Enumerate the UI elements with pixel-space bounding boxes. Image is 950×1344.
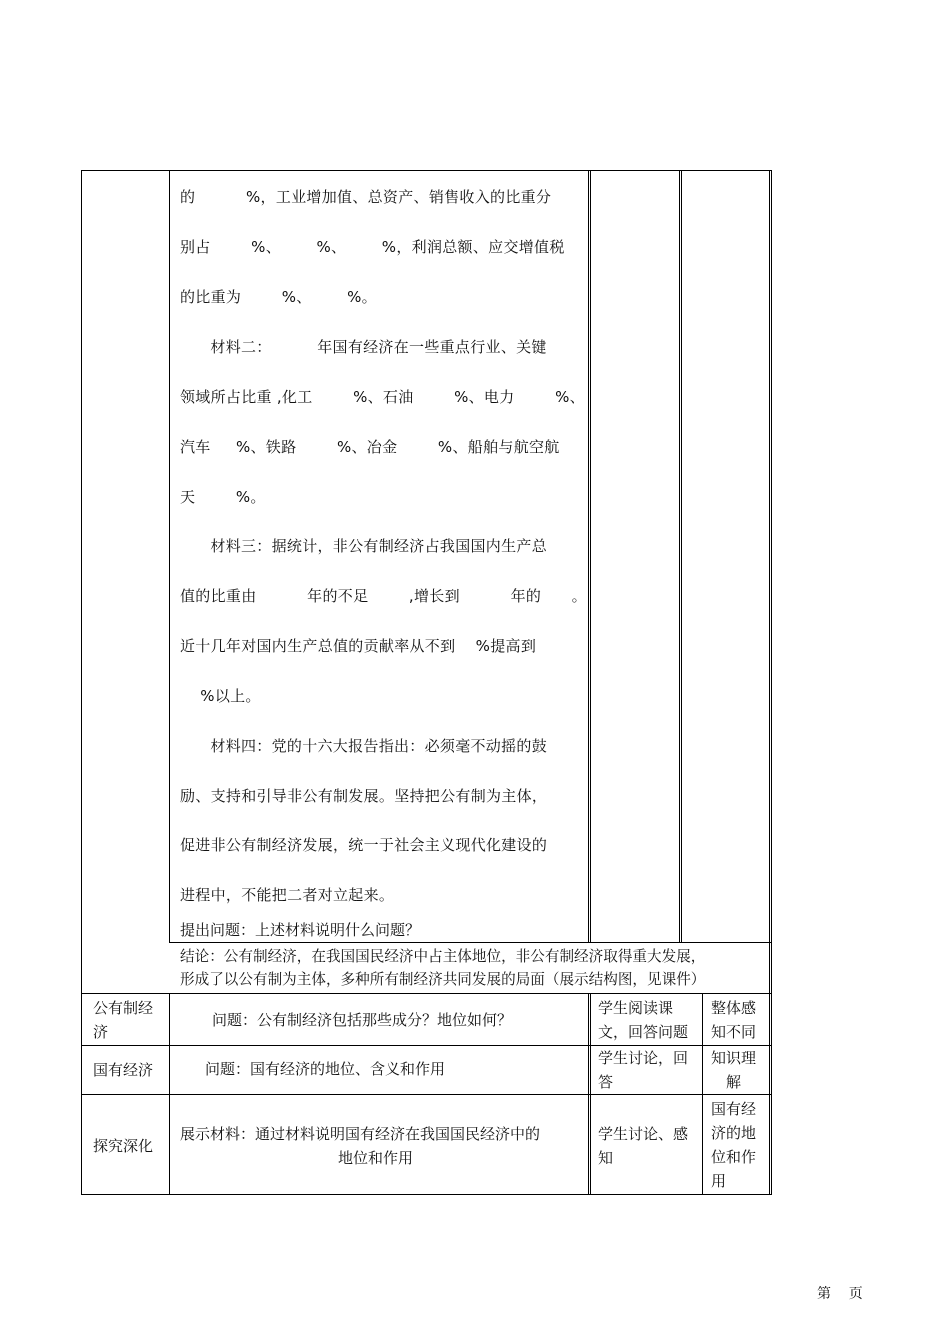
material-line: 领域所占比重 ,化工 %、石油 %、电力 %、 [180, 388, 585, 406]
material-line: 进程中，不能把二者对立起来。 [180, 886, 395, 904]
row3-goal-line-4: 用 [711, 1172, 727, 1190]
table-border-right-outer [771, 170, 772, 1195]
table-border-left [81, 170, 82, 1195]
material-line: 别占 %、 %、 %，利润总额、应交增值税 [180, 238, 565, 256]
conclusion-line-1: 结论：公有制经济，在我国国民经济中占主体地位，非公有制经济取得重大发展， [180, 948, 706, 965]
row1-content: 问题：公有制经济包括那些成分？地位如何？ [212, 1011, 513, 1029]
row2-activity-line-2: 答 [598, 1073, 614, 1091]
row3-goal-line-3: 位和作 [711, 1148, 757, 1166]
material-line: 近十几年对国内生产总值的贡献率从不到 %提高到 [180, 637, 537, 655]
material-question: 提出问题：上述材料说明什么问题？ [180, 921, 421, 939]
col-sep-activity-upper-b [681, 170, 682, 943]
table-border-bottom [81, 1194, 772, 1195]
conclusion-line-2: 形成了以公有制为主体，多种所有制经济共同发展的局面（展示结构图，见课件） [180, 971, 706, 988]
row3-activity-line-2: 知 [598, 1149, 614, 1167]
row2-topic: 国有经济 [93, 1061, 154, 1079]
row2-content: 问题：国有经济的地位、含义和作用 [205, 1060, 446, 1078]
row2-goal-line-2: 解 [726, 1073, 742, 1091]
row3-topic: 探究深化 [93, 1137, 154, 1155]
table-border-top [81, 170, 772, 171]
material-line: 的 %，工业增加值、总资产、销售收入的比重分 [180, 188, 552, 206]
col-sep-activity-upper [679, 170, 680, 943]
row1-activity-line-2: 文，回答问题 [598, 1023, 689, 1041]
row1-topic-line-1: 公有制经 [93, 999, 154, 1017]
row2-goal-line-1: 知识理 [711, 1049, 757, 1067]
material-line: 励、支持和引导非公有制发展。坚持把公有制为主体， [180, 787, 548, 805]
row3-goal-line-2: 济的地 [711, 1124, 757, 1142]
row3-goal-line-1: 国有经 [711, 1100, 757, 1118]
row1-goal-line-1: 整体感 [711, 999, 757, 1017]
page-number-label: 第 页 [817, 1286, 863, 1302]
row1-activity-line-1: 学生阅读课 [598, 999, 674, 1017]
row3-activity-line-1: 学生讨论、感 [598, 1125, 689, 1143]
material-line: 材料三：据统计，非公有制经济占我国国内生产总 [180, 537, 548, 555]
table-border-right [769, 170, 770, 1195]
row1-topic-line-2: 济 [93, 1023, 109, 1041]
row1-goal-line-2: 知不同 [711, 1023, 757, 1041]
material-line: 材料二： 年国有经济在一些重点行业、关键 [180, 338, 547, 356]
material-line: 值的比重由 年的不足 ,增长到 年的 。 [180, 587, 587, 605]
col-sep-content [588, 170, 589, 943]
material-line: 天 %。 [180, 488, 266, 506]
material-line: 促进非公有制经济发展，统一于社会主义现代化建设的 [180, 836, 548, 854]
row-sep-conclusion [169, 942, 772, 943]
material-line: 材料四：党的十六大报告指出：必须毫不动摇的鼓 [180, 737, 548, 755]
col-sep-content-b [590, 170, 591, 943]
material-line: 汽车 %、铁路 %、冶金 %、船舶与航空航 [180, 438, 560, 456]
material-line: %以上。 [180, 687, 261, 705]
row3-content-line-1: 展示材料：通过材料说明国有经济在我国国民经济中的 [180, 1125, 541, 1143]
row-sep-row3 [81, 1094, 772, 1095]
row3-content-line-2: 地位和作用 [338, 1149, 414, 1167]
col-sep-topic [169, 170, 170, 943]
material-line: 的比重为 %、 %。 [180, 288, 377, 306]
row-sep-row1 [81, 993, 772, 994]
row2-activity-line-1: 学生讨论，回 [598, 1049, 689, 1067]
